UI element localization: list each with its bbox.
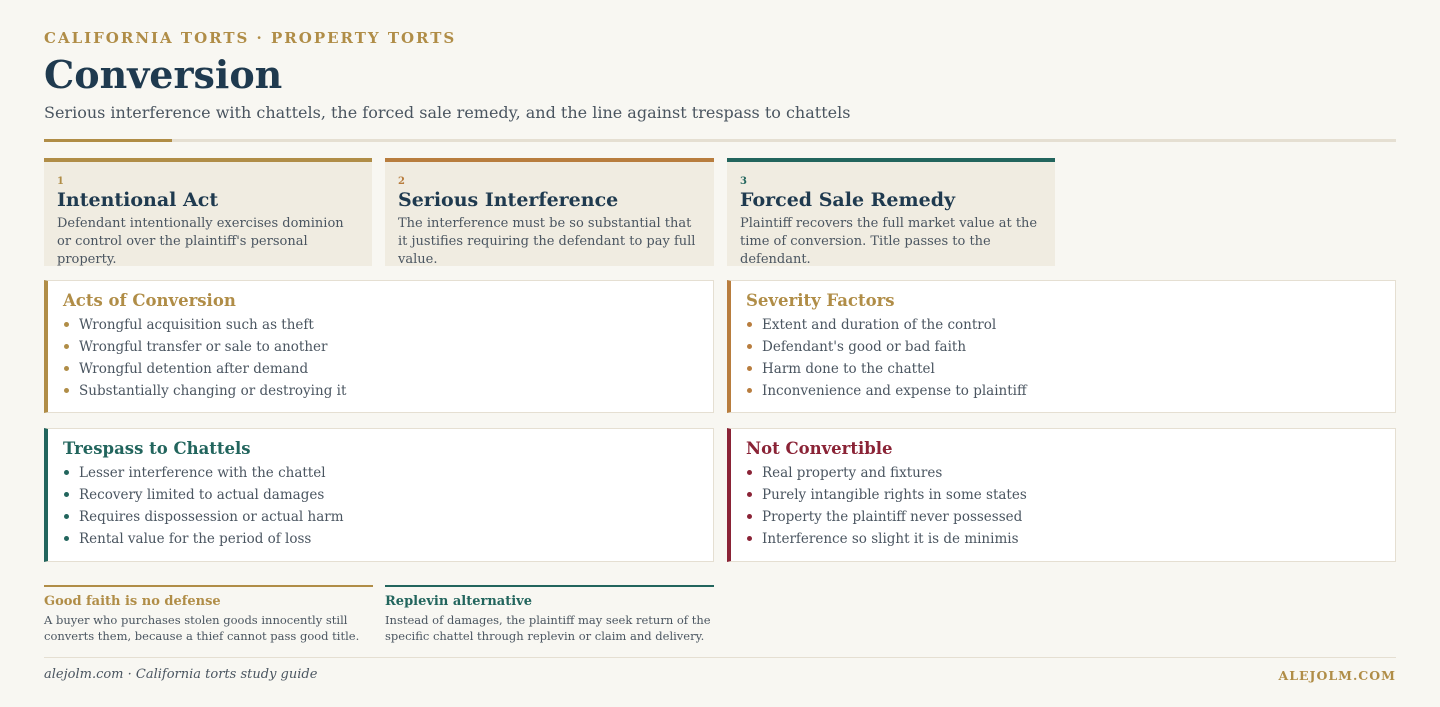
list-item: [746, 380, 1381, 402]
list-item-text: Requires dispossession or actual harm: [79, 509, 344, 525]
bullet-dot-icon: [64, 470, 69, 475]
list-item: [746, 506, 1381, 528]
element-description: Plaintiff recovers the full market value at the time of conversion. Title passes to the defendant.: [740, 216, 1038, 267]
list-item: [63, 506, 699, 528]
element-card-forced-sale-remedy: [727, 158, 1055, 266]
card-list: [63, 462, 699, 550]
card-title: Trespass to Chattels: [63, 439, 251, 458]
footer-divider: [44, 657, 1396, 658]
note-text: Instead of damages, the plaintiff may seek return of the specific chattel through replevin or claim and delivery.: [385, 613, 711, 643]
element-title: Serious Interference: [398, 189, 619, 211]
list-item: [746, 358, 1381, 380]
card-list: [63, 314, 699, 402]
card-title: Acts of Conversion: [63, 291, 236, 310]
bullet-dot-icon: [747, 514, 752, 519]
page-title: Conversion: [44, 52, 283, 97]
element-card-serious-interference: [385, 158, 714, 266]
bullet-dot-icon: [747, 366, 752, 371]
footer-brand-link[interactable]: ALEJOLM.COM: [1278, 668, 1396, 683]
list-item: [63, 336, 699, 358]
note-title: Good faith is no defense: [44, 594, 221, 609]
bullet-dot-icon: [64, 366, 69, 371]
list-item: [63, 484, 699, 506]
list-item: [63, 380, 699, 402]
page-subtitle: Serious interference with chattels, the forced sale remedy, and the line against trespass to chattels: [44, 103, 851, 122]
element-number: 1: [57, 176, 64, 187]
element-description: The interference must be so substantial that it justifies requiring the defendant to pay full value.: [398, 216, 696, 267]
list-item: [63, 462, 699, 484]
bullet-dot-icon: [64, 322, 69, 327]
bullet-dot-icon: [747, 344, 752, 349]
header-divider: [44, 139, 1396, 142]
card-title: Not Convertible: [746, 439, 893, 458]
list-item: [63, 358, 699, 380]
list-item: [746, 462, 1381, 484]
bullet-dot-icon: [747, 536, 752, 541]
footer-credit: alejolm.com · California torts study guide: [44, 667, 318, 682]
note-replevin: [385, 585, 714, 644]
card-list: [746, 462, 1381, 550]
bullet-dot-icon: [64, 492, 69, 497]
bullet-dot-icon: [747, 322, 752, 327]
card-not-convertible: [727, 428, 1396, 562]
header-kicker: CALIFORNIA TORTS · PROPERTY TORTS: [44, 29, 457, 47]
card-title: Severity Factors: [746, 291, 895, 310]
bullet-dot-icon: [747, 388, 752, 393]
list-item: [63, 528, 699, 550]
list-item-text: Wrongful transfer or sale to another: [79, 339, 328, 355]
element-title: Forced Sale Remedy: [740, 189, 956, 211]
list-item: [746, 484, 1381, 506]
list-item: [746, 336, 1381, 358]
list-item-text: Substantially changing or destroying it: [79, 383, 347, 399]
list-item: [746, 528, 1381, 550]
list-item-text: Property the plaintiff never possessed: [762, 509, 1023, 525]
list-item: [63, 314, 699, 336]
bullet-dot-icon: [64, 344, 69, 349]
card-severity-factors: [727, 280, 1396, 413]
element-title: Intentional Act: [57, 189, 219, 211]
card-list: [746, 314, 1381, 402]
list-item-text: Extent and duration of the control: [762, 317, 997, 333]
card-trespass-to-chattels: [44, 428, 714, 562]
list-item-text: Real property and fixtures: [762, 465, 943, 481]
list-item-text: Interference so slight it is de minimis: [762, 531, 1019, 547]
bullet-dot-icon: [64, 514, 69, 519]
list-item-text: Inconvenience and expense to plaintiff: [762, 383, 1027, 399]
list-item-text: Wrongful acquisition such as theft: [79, 317, 314, 333]
list-item-text: Lesser interference with the chattel: [79, 465, 326, 481]
note-title: Replevin alternative: [385, 594, 532, 609]
note-good-faith: [44, 585, 373, 644]
list-item-text: Purely intangible rights in some states: [762, 487, 1027, 503]
list-item-text: Recovery limited to actual damages: [79, 487, 325, 503]
card-acts-of-conversion: [44, 280, 714, 413]
header-divider-accent: [44, 139, 172, 142]
list-item-text: Defendant's good or bad faith: [762, 339, 967, 355]
list-item: [746, 314, 1381, 336]
list-item-text: Wrongful detention after demand: [79, 361, 309, 377]
note-text: A buyer who purchases stolen goods innocently still converts them, because a thief cannot pass good title.: [44, 613, 360, 643]
list-item-text: Harm done to the chattel: [762, 361, 935, 377]
element-description: Defendant intentionally exercises dominion or control over the plaintiff's personal property.: [57, 216, 344, 267]
bullet-dot-icon: [64, 388, 69, 393]
element-number: 3: [740, 176, 747, 187]
bullet-dot-icon: [64, 536, 69, 541]
element-number: 2: [398, 176, 405, 187]
element-card-intentional-act: [44, 158, 372, 266]
list-item-text: Rental value for the period of loss: [79, 531, 312, 547]
bullet-dot-icon: [747, 470, 752, 475]
bullet-dot-icon: [747, 492, 752, 497]
